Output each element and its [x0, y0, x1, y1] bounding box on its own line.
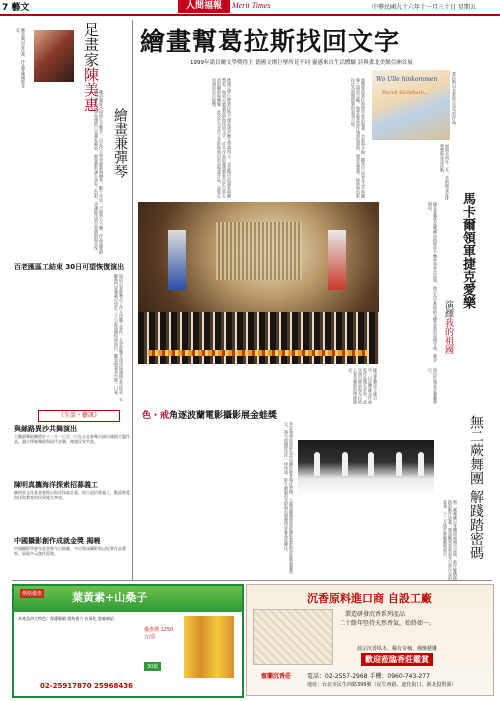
dance-article: 無二蕨舞團以身體探索城市記憶，新作解構踐踏的動作語彙，邀請觀眾重新思考日常行走的意義，十二月將於實驗劇場演出。: [443, 500, 458, 580]
main-article-col2: 展覽集結葛拉斯歷年來的版畫、水彩與手稿，觀眾可以看見文字與圖像之間的交織。他曾說當寫作遇到瓶頸時，便拿起畫筆，線條與色彩往往為他開啟新的敘事可能。: [351, 78, 366, 198]
life-info-box: 《生活・藝訊》: [38, 410, 120, 422]
main-subheadline: 1999年諾貝爾文學獎得主 德國文壇巨擘所見不同 靈感來自生活體驗 詩與畫北美館亞洲首展: [190, 60, 413, 66]
concert-article-2: 捷克愛樂成立逾百年，以詮釋捷克作曲家作品聞名於世，此次演出將展現布拉格之春音樂節的傳統風采。: [348, 368, 378, 404]
concert-headline: 馬卡爾領軍捷克愛樂: [460, 192, 475, 309]
concert-article-3: 演出於國家音樂廳舉行。: [428, 368, 438, 404]
photo-award-headline: 色・戒角逐波蘭電影攝影展金蛙獎: [142, 411, 278, 421]
lutein-advertisement[interactable]: [12, 584, 244, 698]
page-number: 7 藝文: [2, 3, 30, 13]
venice-headline: 百老匯區工結束 30日可望恢復演出: [14, 263, 125, 271]
ad-divider: [12, 580, 492, 581]
painting-caption: 葛拉斯以水彩結合詩句的作品。: [452, 72, 457, 128]
dance-photo: [298, 440, 434, 495]
main-article-col3: 展期至明年二月，美術館並安排導覽與座談活動。: [440, 144, 450, 200]
dance-headline: 無二蕨舞團 解踐踏密碼: [468, 415, 484, 560]
ad-price-tag: 價格優惠: [22, 591, 43, 597]
ad-line-3: 晨宗沉香臥木、稀有奇楠、佛像藝雕: [357, 646, 438, 652]
news-headline-1: 與絲路異沙共舞演出: [14, 425, 77, 433]
ad-line-2: 二十餘年堅持天然香氣，始終如一。: [339, 620, 436, 627]
news-brief-2: 陳明真文化基金會推出海洋探索計畫，即日起招募義工，歡迎熱愛海洋與教育的民眾報名參加。: [14, 490, 130, 500]
ad-store-name: 蜜蘭沉香莊: [261, 673, 292, 680]
ad-phone: 電話：02-2557-2968 手機：0960-743-277: [307, 673, 430, 680]
ad-line-4: 歡迎蒞臨香莊鑑賞: [361, 653, 433, 666]
concert-article-1: 捷克愛樂管弦樂團由指揮馬卡爾率領來台巡演，曲目為史麥塔納交響詩我的祖國全曲，樂評期待。: [428, 202, 438, 362]
ad-body: 本產品四大特色：保護眼睛 維持視力 抗氧化 營養補給: [18, 616, 114, 621]
ad-map: [253, 609, 333, 665]
painter-article: 陳美惠從小因病失去雙手，以足代手學習繪畫與鋼琴，數十年如一日地努力不懈，作品溫暖細膩，曾多次參加國際口足畫家聯展，她說藝術讓生命有了色彩，也讓她找到自我價值與喜悅。: [94, 90, 104, 254]
concert-photo: [138, 202, 379, 364]
photo-award-article: 李安執導的電影色戒由攝影師普瑞托掌鏡，入圍波蘭國際電影攝影藝術節金蛙獎競賽單元，與多部國際佳作一同角逐，影片細膩的光影與色調獲得評審高度關注。: [284, 422, 294, 574]
ad-brand: 葉黃素+山桑子: [72, 591, 148, 604]
newspaper-logo: 人間福報: [178, 0, 230, 13]
news-brief-1: 大觀園舞蹈團將於十二月一日至二日在台北新舞台演出絲路主題作品，融合傳統舞蹈與現代音樂，邀請民眾共賞。: [14, 434, 130, 444]
ad-pill-count: 30錠: [144, 662, 161, 671]
main-article-col1: 德國文學巨擘葛拉斯不僅是諾貝爾文學獎得主，也是傑出的畫家與雕塑家。他表示繪畫幫助他找回文字，許多作品的靈感都來自於日常生活的觀察與體驗。此次於台北市立美術館展出的詩與畫作品，是他在亞洲的首次展覽。: [212, 78, 232, 198]
newspaper-logo-en: Merit Times: [232, 1, 271, 10]
painter-subheadline: 繪畫兼彈琴: [112, 108, 128, 178]
ad-price: 優惠價 1250元/盒: [144, 627, 174, 640]
ad-product-image: [184, 616, 234, 678]
concert-subheadline: 演繹我的祖國: [443, 300, 453, 354]
ad-phone: 02-25917870 25968436: [40, 682, 134, 690]
news-headline-2: 陳明真攜海洋探索招募義工: [14, 481, 98, 489]
grass-painting: Wo Ulle hinkommen Durch Sichtbare...: [372, 70, 450, 140]
painter-headline: 足畫家陳美惠: [82, 22, 100, 112]
column-divider: [132, 20, 133, 580]
dateline: 中華民國九十六年十一月三十日 星期五: [372, 4, 476, 11]
ad-title: 沉香原料進口商 自設工廠: [307, 592, 432, 605]
painter-photo: [34, 30, 74, 82]
news-brief-3: 中國攝影學會年度金獎今日揭曉，多位資深攝影家以紀實作品獲獎，展現多元創作面貌。: [14, 546, 126, 556]
photo-caption: 陳美惠以足作畫，作品曾獲國際肯定。: [16, 28, 26, 88]
ad-line-1: 製造研發沉香系列產品: [345, 611, 406, 618]
agarwood-advertisement[interactable]: [246, 584, 494, 696]
ad-address: 地址：台北市民生西路399號（民生西路、迪化街口，新北投對面）: [307, 682, 457, 688]
venice-article: 紐約百老匯舞台工作人員罷工事件，在勞資雙方達成協議後宣告結束，多齣熱門音樂劇可望於三十日起陸續恢復演出，觀眾與業者均鬆一口氣。: [114, 274, 124, 402]
news-headline-3: 中國攝影創作成就金獎 揭曉: [14, 537, 101, 545]
main-headline: 繪畫幫葛拉斯找回文字: [140, 27, 401, 56]
